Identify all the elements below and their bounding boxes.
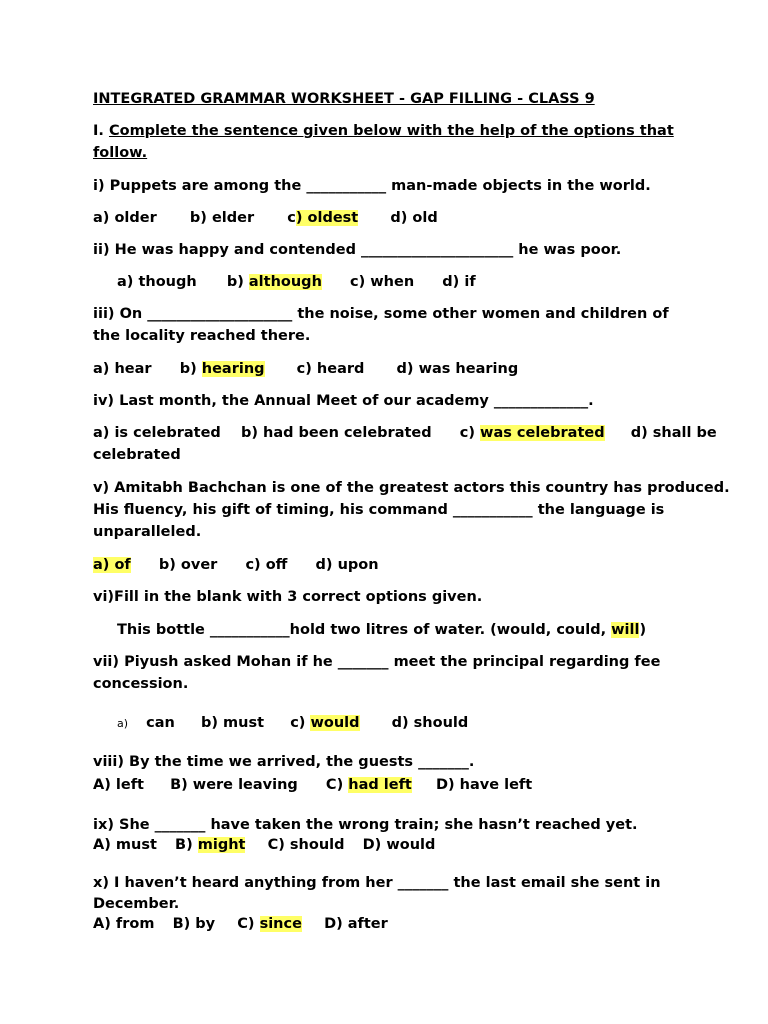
question-6-label: vi)Fill in the blank with 3 correct options given.: [93, 589, 483, 605]
sentence-start: This bottle ___________hold two litres of water. (would, could,: [117, 622, 612, 638]
option-a-prefix: a): [117, 717, 129, 730]
option-c: c) off: [245, 557, 288, 573]
question-7-line-2: concession.: [93, 676, 189, 692]
question-6-text: [117, 620, 646, 640]
option-b: b) over: [158, 557, 218, 573]
question-1-options: [93, 208, 438, 228]
option-a: A) from: [93, 916, 155, 932]
highlighted-answer: ) oldest: [295, 210, 359, 226]
highlighted-answer: would: [310, 715, 360, 731]
question-2-text: ii) He was happy and contended _____________________ he was poor.: [93, 242, 622, 258]
option-b: b) elder: [189, 210, 255, 226]
question-9-text: ix) She _______ have taken the wrong train; she hasn’t reached yet.: [93, 817, 638, 833]
option-a: a) older: [93, 210, 157, 226]
option-d: D) would: [362, 837, 436, 853]
question-2-options: [117, 272, 476, 292]
question-10-line-2: December.: [93, 896, 180, 912]
instruction-line-2: follow.: [93, 145, 148, 161]
option-b-prefix: b): [179, 361, 202, 377]
highlighted-answer: since: [259, 916, 302, 932]
option-d: d) upon: [315, 557, 379, 573]
section-instruction: [93, 121, 674, 141]
option-a: A) must: [93, 837, 157, 853]
question-8-text: viii) By the time we arrived, the guests _______.: [93, 754, 475, 770]
option-c-prefix: c: [287, 210, 296, 226]
question-3-options: [93, 359, 518, 379]
option-a: can: [146, 715, 175, 731]
sentence-end: ): [639, 622, 647, 638]
option-d: d) old: [390, 210, 438, 226]
option-d: D) after: [324, 916, 388, 932]
question-10-options: [93, 914, 388, 934]
option-c: C) should: [267, 837, 345, 853]
option-a: a) hear: [93, 361, 152, 377]
instruction-line-1: Complete the sentence given below with the help of the options that: [108, 123, 674, 139]
question-4-options-line-2: celebrated: [93, 447, 181, 463]
highlighted-answer: might: [197, 837, 246, 853]
question-3-line-1: iii) On ____________________ the noise, some other women and children of: [93, 306, 669, 322]
option-d: d) should: [391, 715, 469, 731]
section-number: I.: [93, 123, 104, 139]
question-3-line-2: the locality reached there.: [93, 328, 311, 344]
option-c-prefix: c): [290, 715, 311, 731]
question-4-options: [93, 423, 717, 443]
option-d: d) shall be: [630, 425, 717, 441]
option-b: b) must: [201, 715, 265, 731]
option-d: d) was hearing: [396, 361, 519, 377]
highlighted-answer: will: [611, 622, 640, 638]
option-b: B) were leaving: [170, 777, 298, 793]
question-5-line-3: unparalleled.: [93, 524, 202, 540]
question-4-text: iv) Last month, the Annual Meet of our academy _____________.: [93, 393, 594, 409]
option-c-prefix: C): [325, 777, 349, 793]
question-9-options: [93, 835, 435, 855]
option-a: a) though: [117, 274, 197, 290]
question-1-text: i) Puppets are among the ___________ man-made objects in the world.: [93, 178, 651, 194]
option-b-prefix: b): [226, 274, 249, 290]
highlighted-answer: hearing: [201, 361, 265, 377]
highlighted-answer: was celebrated: [480, 425, 605, 441]
option-b-prefix: B): [175, 837, 198, 853]
option-c-prefix: C): [237, 916, 260, 932]
question-7-line-1: vii) Piyush asked Mohan if he _______ meet the principal regarding fee: [93, 654, 661, 670]
option-d: d) if: [442, 274, 476, 290]
highlighted-answer: although: [248, 274, 322, 290]
question-5-line-1: v) Amitabh Bachchan is one of the greatest actors this country has produced.: [93, 480, 730, 496]
option-c-prefix: c): [459, 425, 481, 441]
highlighted-answer: a) of: [93, 557, 131, 573]
option-c: c) when: [350, 274, 415, 290]
question-10-line-1: x) I haven’t heard anything from her _______ the last email she sent in: [93, 875, 661, 891]
page-title: INTEGRATED GRAMMAR WORKSHEET - GAP FILLING - CLASS 9: [93, 91, 595, 107]
option-d: D) have left: [435, 777, 533, 793]
option-a: A) left: [93, 777, 144, 793]
question-7-options: [117, 713, 468, 734]
question-5-line-2: His fluency, his gift of timing, his command ___________ the language is: [93, 502, 665, 518]
option-c: c) heard: [296, 361, 365, 377]
option-b: b) had been celebrated: [240, 425, 432, 441]
option-b: B) by: [172, 916, 216, 932]
highlighted-answer: had left: [348, 777, 412, 793]
option-a: a) is celebrated: [93, 425, 221, 441]
question-5-options: [93, 555, 379, 575]
question-8-options: [93, 775, 532, 795]
